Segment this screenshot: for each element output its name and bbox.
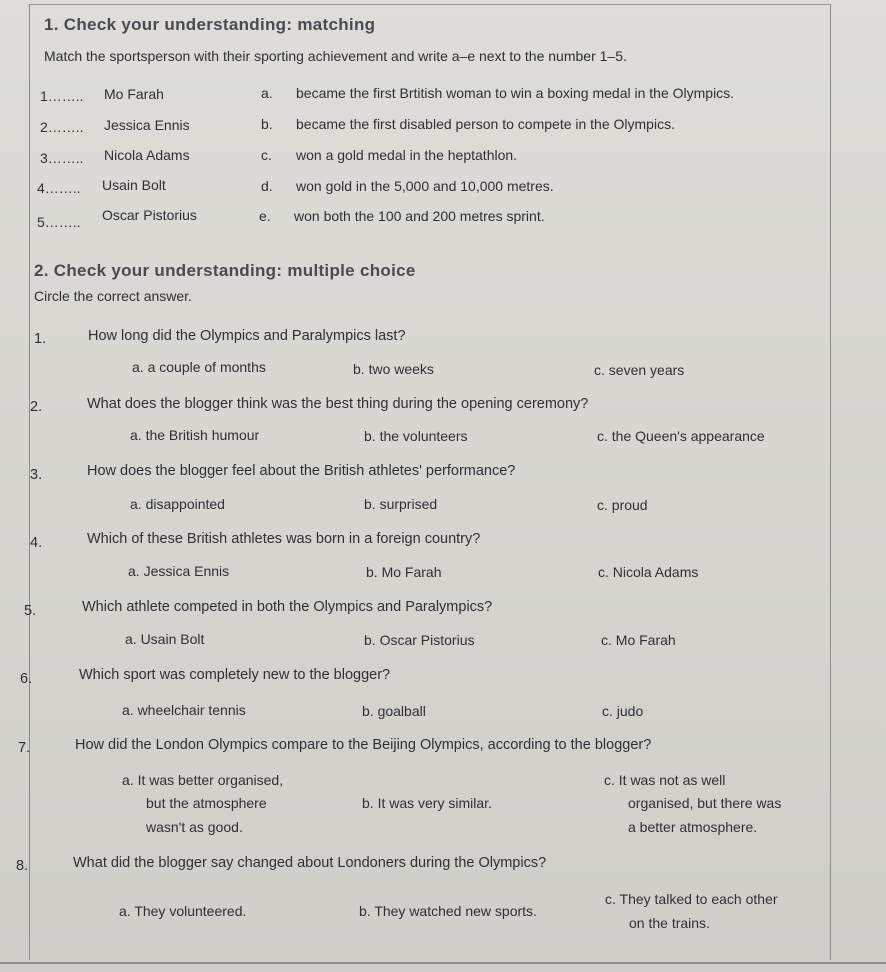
question-number: 8. (16, 858, 29, 874)
question-text: What did the blogger say changed about Londoners during the Olympics? (73, 855, 547, 871)
matching-number: 3…….. (40, 150, 84, 166)
question-number: 2. (30, 399, 43, 415)
question-text: How did the London Olympics compare to the Beijing Olympics, according to the blogger? (75, 737, 652, 753)
question-number: 5. (24, 603, 37, 619)
question-text: Which sport was completely new to the blogger? (79, 667, 391, 683)
option-a[interactable]: a. the British humour (130, 427, 260, 443)
section1-heading: 1. Check your understanding: matching (44, 15, 376, 34)
question-number: 7. (18, 740, 31, 756)
matching-letter: e. (259, 208, 271, 224)
question-text: How does the blogger feel about the British athletes' performance? (87, 463, 516, 479)
option-c[interactable]: c. It was not as well (604, 772, 726, 788)
option-a[interactable]: a. a couple of months (132, 359, 266, 375)
matching-letter: a. (261, 85, 273, 101)
option-c[interactable]: organised, but there was (628, 795, 782, 811)
option-c[interactable]: a better atmosphere. (628, 819, 758, 835)
option-b[interactable]: b. Mo Farah (366, 564, 442, 580)
question-text: What does the blogger think was the best thing during the opening ceremony? (87, 396, 589, 412)
option-c[interactable]: c. Nicola Adams (598, 564, 699, 580)
option-a[interactable]: a. Jessica Ennis (128, 563, 230, 579)
option-a[interactable]: a. They volunteered. (119, 903, 247, 919)
option-c[interactable]: c. seven years (594, 362, 685, 378)
matching-name: Nicola Adams (104, 147, 190, 163)
option-b[interactable]: b. two weeks (353, 361, 434, 377)
option-a[interactable]: a. disappointed (130, 496, 225, 512)
matching-achievement: won both the 100 and 200 metres sprint. (294, 208, 545, 224)
matching-name: Jessica Ennis (104, 117, 190, 133)
question-number: 4. (30, 535, 43, 551)
matching-name: Mo Farah (104, 86, 164, 102)
option-a[interactable]: a. It was better organised, (122, 772, 284, 788)
matching-achievement: became the first disabled person to compete in the Olympics. (296, 116, 675, 132)
option-b[interactable]: b. surprised (364, 496, 438, 512)
matching-number: 1…….. (40, 88, 84, 104)
option-c[interactable]: c. Mo Farah (601, 632, 676, 648)
matching-number: 4…….. (37, 180, 81, 196)
section2-instruction: Circle the correct answer. (34, 288, 192, 304)
option-c[interactable]: c. They talked to each other (605, 891, 778, 907)
section1-instruction: Match the sportsperson with their sporting achievement and write a–e next to the number 1–5. (44, 48, 627, 64)
matching-number: 5…….. (37, 214, 81, 230)
matching-letter: b. (261, 116, 273, 132)
section2-heading: 2. Check your understanding: multiple choice (34, 261, 416, 280)
option-c[interactable]: c. judo (602, 703, 644, 719)
option-a[interactable]: but the atmosphere (146, 795, 267, 811)
option-b[interactable]: b. Oscar Pistorius (364, 632, 475, 648)
option-c[interactable]: c. the Queen's appearance (597, 428, 765, 444)
question-text: How long did the Olympics and Paralympics last? (88, 328, 406, 344)
question-number: 6. (20, 671, 33, 687)
question-text: Which of these British athletes was born in a foreign country? (87, 531, 481, 547)
option-b[interactable]: b. the volunteers (364, 428, 468, 444)
matching-name: Usain Bolt (102, 177, 166, 193)
option-b[interactable]: b. goalball (362, 703, 426, 719)
matching-letter: c. (261, 147, 272, 163)
option-a[interactable]: a. Usain Bolt (125, 631, 205, 647)
matching-letter: d. (261, 178, 273, 194)
option-b[interactable]: b. It was very similar. (362, 795, 492, 811)
question-number: 3. (30, 467, 43, 483)
question-number: 1. (34, 331, 47, 347)
matching-achievement: won a gold medal in the heptathlon. (296, 147, 518, 163)
option-a[interactable]: a. wheelchair tennis (122, 702, 246, 718)
matching-achievement: won gold in the 5,000 and 10,000 metres. (296, 178, 554, 194)
option-c[interactable]: c. proud (597, 497, 648, 513)
option-a[interactable]: wasn't as good. (146, 819, 243, 835)
option-c[interactable]: on the trains. (629, 915, 710, 931)
matching-number: 2…….. (40, 119, 84, 135)
matching-name: Oscar Pistorius (102, 207, 197, 223)
question-text: Which athlete competed in both the Olympics and Paralympics? (82, 599, 493, 615)
option-b[interactable]: b. They watched new sports. (359, 903, 537, 919)
matching-achievement: became the first Brtitish woman to win a boxing medal in the Olympics. (296, 85, 735, 101)
bottom-rule (0, 962, 886, 964)
